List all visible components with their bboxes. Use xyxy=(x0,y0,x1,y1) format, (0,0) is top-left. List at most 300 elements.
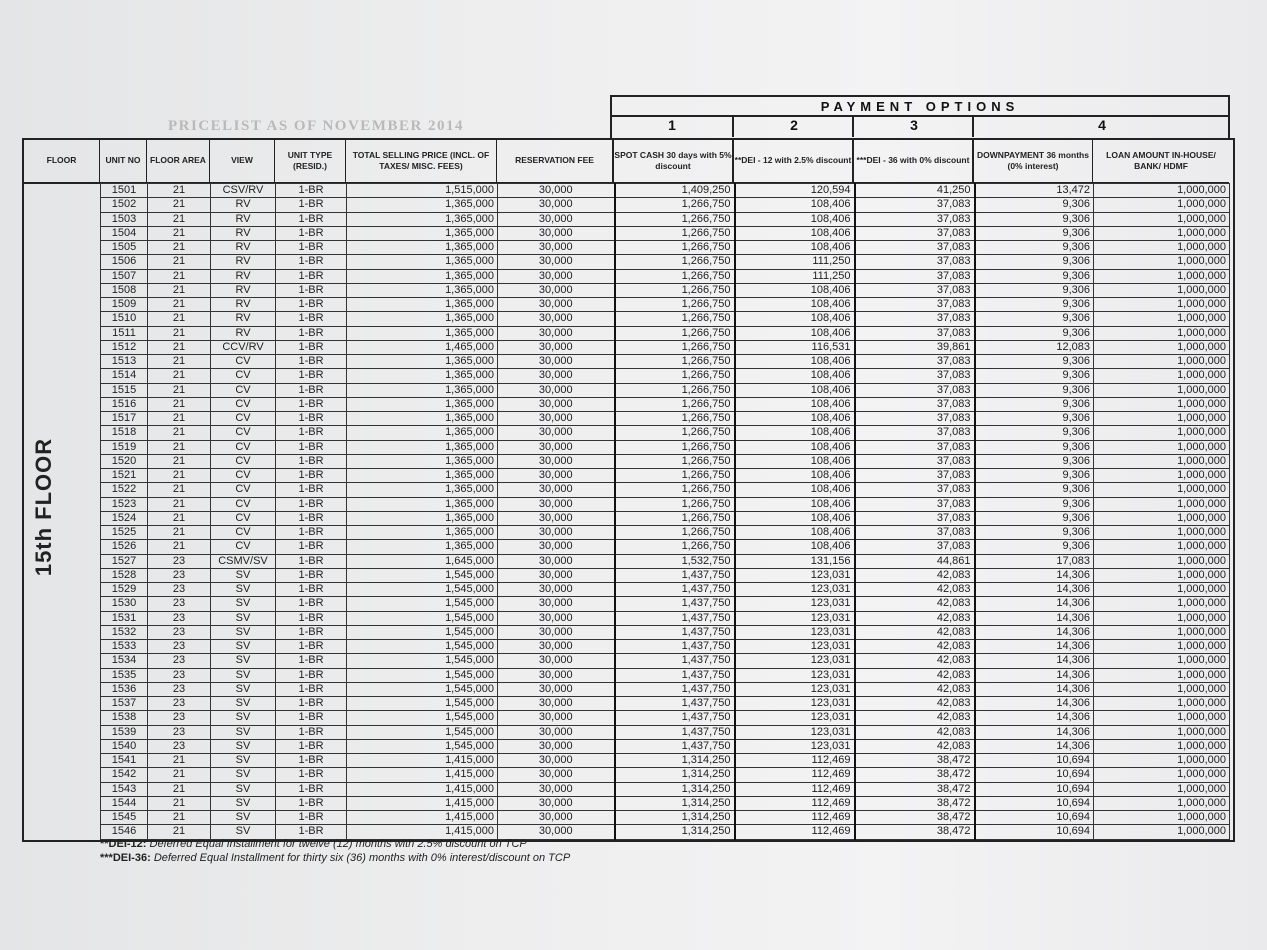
cell-view: SV xyxy=(211,640,276,654)
cell-unit-type: 1-BR xyxy=(276,825,347,839)
cell-reservation-fee: 30,000 xyxy=(498,497,615,511)
cell-floor-area: 23 xyxy=(148,682,211,696)
cell-dei-12: 123,031 xyxy=(735,583,855,597)
cell-floor-area: 21 xyxy=(148,825,211,839)
cell-spot-cash: 1,437,750 xyxy=(615,697,735,711)
cell-dei-36: 42,083 xyxy=(855,654,975,668)
cell-floor-area: 23 xyxy=(148,640,211,654)
cell-unit-no: 1529 xyxy=(101,583,148,597)
cell-spot-cash: 1,266,750 xyxy=(615,469,735,483)
cell-floor-area: 21 xyxy=(148,796,211,810)
footnote-dei-36-term: ***DEI-36: xyxy=(100,852,151,864)
cell-dei-12: 108,406 xyxy=(735,497,855,511)
cell-spot-cash: 1,437,750 xyxy=(615,725,735,739)
cell-floor-area: 21 xyxy=(148,255,211,269)
cell-loan-amount: 1,000,000 xyxy=(1094,625,1230,639)
cell-downpayment: 14,306 xyxy=(975,611,1094,625)
cell-floor-area: 21 xyxy=(148,440,211,454)
cell-reservation-fee: 30,000 xyxy=(498,725,615,739)
cell-total-selling-price: 1,365,000 xyxy=(347,454,498,468)
cell-view: SV xyxy=(211,754,276,768)
cell-reservation-fee: 30,000 xyxy=(498,768,615,782)
cell-dei-12: 108,406 xyxy=(735,226,855,240)
cell-loan-amount: 1,000,000 xyxy=(1094,611,1230,625)
cell-view: CV xyxy=(211,369,276,383)
cell-dei-36: 37,083 xyxy=(855,511,975,525)
cell-reservation-fee: 30,000 xyxy=(498,298,615,312)
cell-loan-amount: 1,000,000 xyxy=(1094,811,1230,825)
cell-view: SV xyxy=(211,654,276,668)
cell-unit-type: 1-BR xyxy=(276,412,347,426)
table-row xyxy=(101,483,1230,497)
cell-dei-36: 37,083 xyxy=(855,326,975,340)
cell-downpayment: 10,694 xyxy=(975,782,1094,796)
cell-reservation-fee: 30,000 xyxy=(498,212,615,226)
table-row xyxy=(101,326,1230,340)
cell-dei-12: 108,406 xyxy=(735,298,855,312)
cell-unit-type: 1-BR xyxy=(276,796,347,810)
cell-total-selling-price: 1,365,000 xyxy=(347,226,498,240)
cell-dei-12: 108,406 xyxy=(735,355,855,369)
cell-spot-cash: 1,266,750 xyxy=(615,426,735,440)
table-row xyxy=(101,811,1230,825)
cell-unit-type: 1-BR xyxy=(276,454,347,468)
table-row xyxy=(101,625,1230,639)
cell-dei-12: 112,469 xyxy=(735,782,855,796)
cell-unit-type: 1-BR xyxy=(276,811,347,825)
cell-spot-cash: 1,266,750 xyxy=(615,198,735,212)
cell-spot-cash: 1,532,750 xyxy=(615,554,735,568)
cell-spot-cash: 1,266,750 xyxy=(615,397,735,411)
cell-total-selling-price: 1,365,000 xyxy=(347,440,498,454)
cell-dei-36: 42,083 xyxy=(855,640,975,654)
cell-unit-no: 1534 xyxy=(101,654,148,668)
header-dei-12: **DEI - 12 with 2.5% discount xyxy=(734,140,854,184)
cell-loan-amount: 1,000,000 xyxy=(1094,383,1230,397)
cell-total-selling-price: 1,365,000 xyxy=(347,397,498,411)
cell-view: RV xyxy=(211,326,276,340)
cell-spot-cash: 1,437,750 xyxy=(615,654,735,668)
cell-downpayment: 9,306 xyxy=(975,412,1094,426)
cell-dei-12: 120,594 xyxy=(735,184,855,198)
cell-reservation-fee: 30,000 xyxy=(498,454,615,468)
cell-loan-amount: 1,000,000 xyxy=(1094,526,1230,540)
cell-spot-cash: 1,437,750 xyxy=(615,611,735,625)
cell-loan-amount: 1,000,000 xyxy=(1094,697,1230,711)
cell-downpayment: 9,306 xyxy=(975,540,1094,554)
cell-downpayment: 9,306 xyxy=(975,226,1094,240)
cell-total-selling-price: 1,365,000 xyxy=(347,383,498,397)
cell-reservation-fee: 30,000 xyxy=(498,511,615,525)
footnote-dei-12-text: Deferred Equal Installment for twelve (12) months with 2.5% discount on TCP xyxy=(149,838,527,850)
table-row xyxy=(101,611,1230,625)
cell-floor-area: 23 xyxy=(148,654,211,668)
table-row xyxy=(101,340,1230,354)
cell-floor-area: 23 xyxy=(148,739,211,753)
cell-floor-area: 23 xyxy=(148,668,211,682)
cell-unit-type: 1-BR xyxy=(276,583,347,597)
cell-dei-12: 112,469 xyxy=(735,825,855,839)
table-row xyxy=(101,397,1230,411)
cell-loan-amount: 1,000,000 xyxy=(1094,298,1230,312)
cell-total-selling-price: 1,545,000 xyxy=(347,668,498,682)
cell-reservation-fee: 30,000 xyxy=(498,312,615,326)
cell-spot-cash: 1,266,750 xyxy=(615,497,735,511)
cell-unit-no: 1508 xyxy=(101,283,148,297)
cell-loan-amount: 1,000,000 xyxy=(1094,426,1230,440)
cell-unit-no: 1504 xyxy=(101,226,148,240)
cell-dei-12: 108,406 xyxy=(735,511,855,525)
cell-unit-type: 1-BR xyxy=(276,212,347,226)
cell-total-selling-price: 1,545,000 xyxy=(347,583,498,597)
cell-unit-type: 1-BR xyxy=(276,540,347,554)
cell-unit-no: 1524 xyxy=(101,511,148,525)
header-spot-cash: SPOT CASH 30 days with 5% discount xyxy=(614,140,734,184)
cell-total-selling-price: 1,365,000 xyxy=(347,312,498,326)
cell-downpayment: 9,306 xyxy=(975,454,1094,468)
cell-spot-cash: 1,266,750 xyxy=(615,440,735,454)
table-row xyxy=(101,583,1230,597)
cell-dei-36: 42,083 xyxy=(855,697,975,711)
cell-dei-12: 112,469 xyxy=(735,768,855,782)
cell-view: CV xyxy=(211,469,276,483)
cell-unit-no: 1526 xyxy=(101,540,148,554)
table-row xyxy=(101,697,1230,711)
cell-unit-type: 1-BR xyxy=(276,768,347,782)
cell-unit-type: 1-BR xyxy=(276,568,347,582)
header-floor: FLOOR xyxy=(24,140,100,184)
cell-view: CV xyxy=(211,454,276,468)
cell-dei-36: 37,083 xyxy=(855,298,975,312)
cell-downpayment: 13,472 xyxy=(975,184,1094,198)
cell-dei-36: 38,472 xyxy=(855,796,975,810)
table-row xyxy=(101,825,1230,839)
header-dei-36: ***DEI - 36 with 0% discount xyxy=(854,140,974,184)
cell-dei-36: 38,472 xyxy=(855,811,975,825)
table-row xyxy=(101,768,1230,782)
cell-unit-no: 1538 xyxy=(101,711,148,725)
cell-reservation-fee: 30,000 xyxy=(498,526,615,540)
cell-view: RV xyxy=(211,298,276,312)
cell-downpayment: 17,083 xyxy=(975,554,1094,568)
cell-loan-amount: 1,000,000 xyxy=(1094,583,1230,597)
cell-spot-cash: 1,314,250 xyxy=(615,768,735,782)
cell-loan-amount: 1,000,000 xyxy=(1094,725,1230,739)
cell-dei-36: 37,083 xyxy=(855,226,975,240)
cell-floor-area: 21 xyxy=(148,298,211,312)
cell-view: CV xyxy=(211,383,276,397)
cell-view: SV xyxy=(211,739,276,753)
cell-dei-36: 37,083 xyxy=(855,198,975,212)
cell-unit-type: 1-BR xyxy=(276,184,347,198)
cell-unit-type: 1-BR xyxy=(276,711,347,725)
cell-reservation-fee: 30,000 xyxy=(498,754,615,768)
cell-view: CV xyxy=(211,412,276,426)
cell-loan-amount: 1,000,000 xyxy=(1094,796,1230,810)
cell-floor-area: 23 xyxy=(148,725,211,739)
cell-downpayment: 14,306 xyxy=(975,668,1094,682)
cell-unit-no: 1544 xyxy=(101,796,148,810)
table-row xyxy=(101,711,1230,725)
cell-reservation-fee: 30,000 xyxy=(498,654,615,668)
cell-dei-36: 37,083 xyxy=(855,540,975,554)
cell-view: CV xyxy=(211,426,276,440)
cell-unit-no: 1540 xyxy=(101,739,148,753)
cell-downpayment: 9,306 xyxy=(975,326,1094,340)
table-row xyxy=(101,369,1230,383)
cell-downpayment: 12,083 xyxy=(975,340,1094,354)
cell-unit-no: 1527 xyxy=(101,554,148,568)
cell-loan-amount: 1,000,000 xyxy=(1094,212,1230,226)
cell-loan-amount: 1,000,000 xyxy=(1094,283,1230,297)
cell-downpayment: 14,306 xyxy=(975,640,1094,654)
cell-dei-36: 37,083 xyxy=(855,269,975,283)
cell-downpayment: 9,306 xyxy=(975,383,1094,397)
cell-floor-area: 21 xyxy=(148,326,211,340)
cell-dei-12: 108,406 xyxy=(735,326,855,340)
cell-unit-type: 1-BR xyxy=(276,255,347,269)
cell-dei-12: 108,406 xyxy=(735,312,855,326)
cell-downpayment: 9,306 xyxy=(975,483,1094,497)
cell-unit-type: 1-BR xyxy=(276,226,347,240)
cell-floor-area: 21 xyxy=(148,526,211,540)
cell-reservation-fee: 30,000 xyxy=(498,355,615,369)
cell-dei-12: 108,406 xyxy=(735,369,855,383)
header-downpayment: DOWNPAYMENT 36 months (0% interest) xyxy=(974,140,1093,184)
cell-unit-type: 1-BR xyxy=(276,198,347,212)
table-row xyxy=(101,426,1230,440)
cell-loan-amount: 1,000,000 xyxy=(1094,269,1230,283)
cell-dei-36: 39,861 xyxy=(855,340,975,354)
cell-total-selling-price: 1,515,000 xyxy=(347,184,498,198)
cell-unit-no: 1546 xyxy=(101,825,148,839)
cell-unit-type: 1-BR xyxy=(276,640,347,654)
cell-reservation-fee: 30,000 xyxy=(498,255,615,269)
table-row xyxy=(101,255,1230,269)
cell-total-selling-price: 1,545,000 xyxy=(347,568,498,582)
cell-downpayment: 14,306 xyxy=(975,654,1094,668)
header-reservation-fee: RESERVATION FEE xyxy=(497,140,614,184)
cell-unit-no: 1520 xyxy=(101,454,148,468)
cell-dei-12: 123,031 xyxy=(735,568,855,582)
cell-view: SV xyxy=(211,782,276,796)
cell-unit-type: 1-BR xyxy=(276,241,347,255)
cell-downpayment: 10,694 xyxy=(975,768,1094,782)
cell-loan-amount: 1,000,000 xyxy=(1094,198,1230,212)
cell-loan-amount: 1,000,000 xyxy=(1094,184,1230,198)
cell-dei-36: 42,083 xyxy=(855,739,975,753)
cell-loan-amount: 1,000,000 xyxy=(1094,340,1230,354)
cell-loan-amount: 1,000,000 xyxy=(1094,440,1230,454)
cell-total-selling-price: 1,365,000 xyxy=(347,269,498,283)
cell-dei-12: 108,406 xyxy=(735,469,855,483)
table-row xyxy=(101,526,1230,540)
cell-view: RV xyxy=(211,269,276,283)
cell-spot-cash: 1,266,750 xyxy=(615,283,735,297)
cell-downpayment: 10,694 xyxy=(975,754,1094,768)
cell-spot-cash: 1,437,750 xyxy=(615,583,735,597)
cell-dei-36: 37,083 xyxy=(855,255,975,269)
table-row xyxy=(101,298,1230,312)
cell-reservation-fee: 30,000 xyxy=(498,625,615,639)
cell-reservation-fee: 30,000 xyxy=(498,554,615,568)
cell-floor-area: 21 xyxy=(148,283,211,297)
cell-unit-type: 1-BR xyxy=(276,283,347,297)
cell-dei-12: 123,031 xyxy=(735,668,855,682)
cell-spot-cash: 1,314,250 xyxy=(615,754,735,768)
cell-reservation-fee: 30,000 xyxy=(498,739,615,753)
cell-unit-type: 1-BR xyxy=(276,526,347,540)
footnote-dei-12-term: **DEI-12: xyxy=(100,838,147,850)
cell-view: SV xyxy=(211,825,276,839)
cell-unit-no: 1532 xyxy=(101,625,148,639)
cell-dei-12: 112,469 xyxy=(735,754,855,768)
cell-view: CV xyxy=(211,397,276,411)
cell-loan-amount: 1,000,000 xyxy=(1094,469,1230,483)
table-row xyxy=(101,383,1230,397)
cell-reservation-fee: 30,000 xyxy=(498,283,615,297)
cell-view: RV xyxy=(211,226,276,240)
cell-total-selling-price: 1,415,000 xyxy=(347,825,498,839)
cell-downpayment: 9,306 xyxy=(975,255,1094,269)
table-row xyxy=(101,454,1230,468)
cell-dei-36: 37,083 xyxy=(855,426,975,440)
cell-dei-12: 108,406 xyxy=(735,212,855,226)
cell-floor-area: 21 xyxy=(148,454,211,468)
cell-unit-no: 1542 xyxy=(101,768,148,782)
footnote-dei-36 xyxy=(100,852,570,864)
cell-reservation-fee: 30,000 xyxy=(498,469,615,483)
cell-total-selling-price: 1,415,000 xyxy=(347,768,498,782)
cell-unit-no: 1506 xyxy=(101,255,148,269)
cell-spot-cash: 1,266,750 xyxy=(615,226,735,240)
cell-unit-no: 1513 xyxy=(101,355,148,369)
cell-downpayment: 9,306 xyxy=(975,198,1094,212)
pricelist-rows xyxy=(101,184,1230,840)
cell-view: CV xyxy=(211,526,276,540)
cell-total-selling-price: 1,365,000 xyxy=(347,283,498,297)
cell-floor-area: 21 xyxy=(148,212,211,226)
cell-dei-36: 38,472 xyxy=(855,754,975,768)
cell-spot-cash: 1,314,250 xyxy=(615,811,735,825)
cell-reservation-fee: 30,000 xyxy=(498,796,615,810)
cell-total-selling-price: 1,365,000 xyxy=(347,212,498,226)
cell-floor-area: 23 xyxy=(148,611,211,625)
cell-downpayment: 9,306 xyxy=(975,298,1094,312)
table-row xyxy=(101,312,1230,326)
cell-unit-no: 1505 xyxy=(101,241,148,255)
cell-view: CV xyxy=(211,440,276,454)
cell-loan-amount: 1,000,000 xyxy=(1094,412,1230,426)
cell-dei-36: 38,472 xyxy=(855,825,975,839)
cell-downpayment: 9,306 xyxy=(975,241,1094,255)
cell-floor-area: 23 xyxy=(148,554,211,568)
cell-reservation-fee: 30,000 xyxy=(498,640,615,654)
cell-dei-12: 123,031 xyxy=(735,711,855,725)
pricelist-table xyxy=(100,183,1230,840)
cell-dei-36: 37,083 xyxy=(855,241,975,255)
cell-downpayment: 14,306 xyxy=(975,597,1094,611)
cell-view: CV xyxy=(211,355,276,369)
cell-reservation-fee: 30,000 xyxy=(498,426,615,440)
cell-downpayment: 9,306 xyxy=(975,426,1094,440)
cell-downpayment: 14,306 xyxy=(975,725,1094,739)
cell-reservation-fee: 30,000 xyxy=(498,597,615,611)
cell-reservation-fee: 30,000 xyxy=(498,782,615,796)
cell-loan-amount: 1,000,000 xyxy=(1094,511,1230,525)
cell-unit-no: 1545 xyxy=(101,811,148,825)
cell-reservation-fee: 30,000 xyxy=(498,269,615,283)
cell-downpayment: 10,694 xyxy=(975,811,1094,825)
cell-view: SV xyxy=(211,811,276,825)
cell-reservation-fee: 30,000 xyxy=(498,540,615,554)
cell-downpayment: 9,306 xyxy=(975,283,1094,297)
cell-spot-cash: 1,266,750 xyxy=(615,255,735,269)
cell-dei-12: 123,031 xyxy=(735,611,855,625)
cell-dei-12: 108,406 xyxy=(735,526,855,540)
cell-spot-cash: 1,437,750 xyxy=(615,640,735,654)
cell-dei-12: 123,031 xyxy=(735,654,855,668)
cell-dei-36: 42,083 xyxy=(855,682,975,696)
cell-floor-area: 21 xyxy=(148,312,211,326)
cell-reservation-fee: 30,000 xyxy=(498,412,615,426)
cell-view: SV xyxy=(211,682,276,696)
cell-dei-36: 42,083 xyxy=(855,711,975,725)
cell-unit-no: 1512 xyxy=(101,340,148,354)
cell-loan-amount: 1,000,000 xyxy=(1094,255,1230,269)
cell-reservation-fee: 30,000 xyxy=(498,668,615,682)
cell-unit-type: 1-BR xyxy=(276,269,347,283)
cell-reservation-fee: 30,000 xyxy=(498,711,615,725)
header-loan-amount: LOAN AMOUNT IN-HOUSE/ BANK/ HDMF xyxy=(1093,140,1229,184)
table-row xyxy=(101,212,1230,226)
cell-view: RV xyxy=(211,283,276,297)
table-row xyxy=(101,226,1230,240)
cell-floor-area: 21 xyxy=(148,754,211,768)
cell-spot-cash: 1,314,250 xyxy=(615,782,735,796)
table-row xyxy=(101,796,1230,810)
cell-total-selling-price: 1,365,000 xyxy=(347,426,498,440)
cell-dei-36: 37,083 xyxy=(855,454,975,468)
cell-unit-type: 1-BR xyxy=(276,597,347,611)
cell-spot-cash: 1,266,750 xyxy=(615,326,735,340)
cell-loan-amount: 1,000,000 xyxy=(1094,497,1230,511)
cell-dei-12: 116,531 xyxy=(735,340,855,354)
cell-view: SV xyxy=(211,697,276,711)
cell-reservation-fee: 30,000 xyxy=(498,241,615,255)
cell-loan-amount: 1,000,000 xyxy=(1094,768,1230,782)
cell-total-selling-price: 1,365,000 xyxy=(347,497,498,511)
cell-unit-type: 1-BR xyxy=(276,312,347,326)
cell-total-selling-price: 1,545,000 xyxy=(347,725,498,739)
table-row xyxy=(101,782,1230,796)
cell-floor-area: 23 xyxy=(148,711,211,725)
cell-floor-area: 23 xyxy=(148,568,211,582)
cell-dei-12: 111,250 xyxy=(735,269,855,283)
cell-total-selling-price: 1,545,000 xyxy=(347,611,498,625)
cell-dei-12: 108,406 xyxy=(735,283,855,297)
cell-spot-cash: 1,266,750 xyxy=(615,483,735,497)
cell-downpayment: 14,306 xyxy=(975,625,1094,639)
table-row xyxy=(101,184,1230,198)
cell-downpayment: 9,306 xyxy=(975,269,1094,283)
cell-unit-type: 1-BR xyxy=(276,440,347,454)
cell-unit-no: 1510 xyxy=(101,312,148,326)
table-row xyxy=(101,469,1230,483)
cell-reservation-fee: 30,000 xyxy=(498,583,615,597)
cell-dei-36: 37,083 xyxy=(855,483,975,497)
cell-dei-36: 42,083 xyxy=(855,625,975,639)
